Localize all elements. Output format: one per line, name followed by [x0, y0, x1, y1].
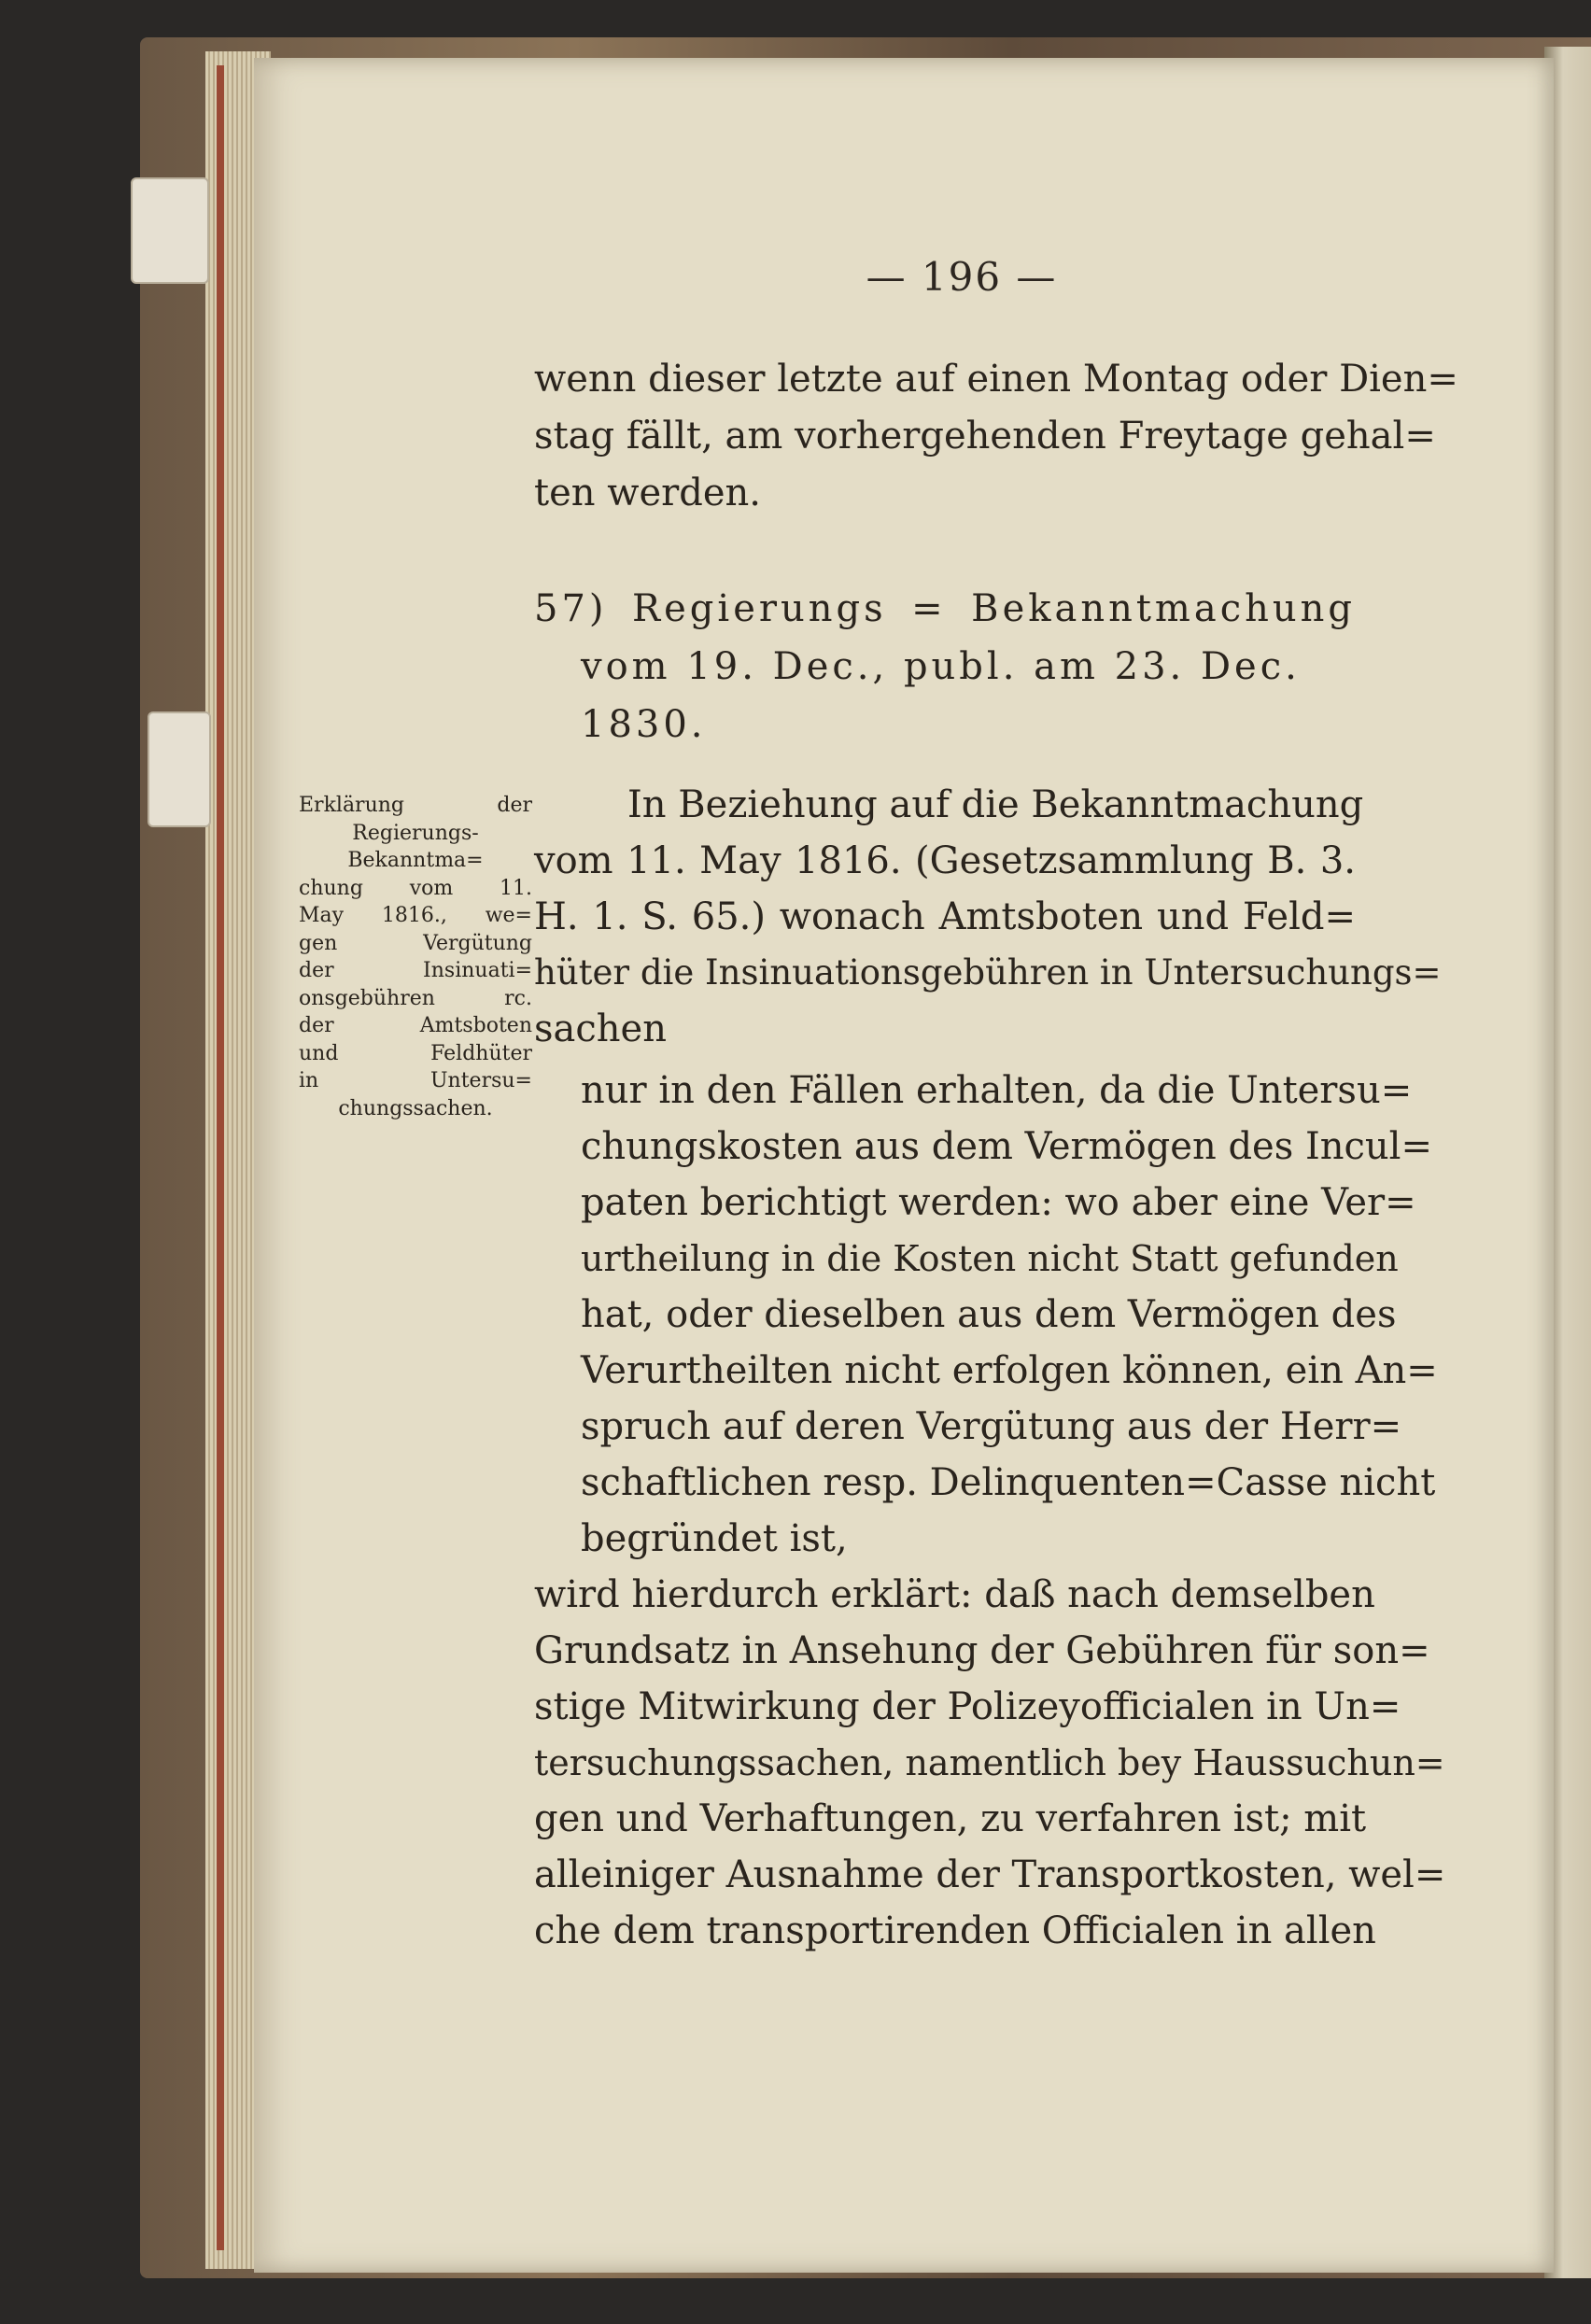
margin-note-line: onsgebühren rc. — [299, 986, 532, 1010]
margin-note-line: Bekanntma= — [347, 849, 484, 872]
text-line: hat, oder dieselben aus dem Vermögen des — [581, 1293, 1397, 1336]
text-line: spruch auf deren Vergütung aus der Herr= — [581, 1405, 1402, 1448]
text-line: alleiniger Ausnahme der Transportkosten, wel= — [534, 1853, 1446, 1896]
text-line: che dem transportirenden Officialen in allen — [534, 1909, 1376, 1952]
margin-note — [299, 792, 532, 1122]
text-line: ten werden. — [534, 472, 762, 514]
page-number: — 196 — — [866, 254, 1058, 300]
text-line: wenn dieser letzte auf einen Montag oder Dien= — [534, 358, 1458, 401]
margin-note-line: Erklärung der — [299, 794, 532, 817]
text-line: H. 1. S. 65.) wonach Amtsboten und Feld= — [534, 895, 1356, 938]
text-line: nur in den Fällen erhalten, da die Untersu= — [581, 1069, 1413, 1112]
text-line: gen und Verhaftungen, zu verfahren ist; mit — [534, 1797, 1367, 1840]
paper-tab-upper — [131, 177, 209, 284]
margin-note-line: der Insinuati= — [299, 959, 532, 982]
text-line: urtheilung in die Kosten nicht Statt gefunden — [581, 1238, 1399, 1279]
section-title: vom 19. Dec., publ. am 23. Dec. — [581, 645, 1301, 688]
margin-note-line: Regierungs- — [352, 821, 479, 845]
text-line: sachen — [534, 1007, 667, 1050]
text-line: Grundsatz in Ansehung der Gebühren für son= — [534, 1629, 1430, 1672]
text-line: Verurtheilten nicht erfolgen können, ein An= — [581, 1349, 1438, 1392]
margin-note-line: chung vom 11. — [299, 876, 532, 900]
text-line: paten berichtigt werden: wo aber eine Ver= — [581, 1181, 1416, 1224]
text-line: chungskosten aus dem Vermögen des Incul= — [581, 1125, 1432, 1168]
text-line: In Beziehung auf die Bekanntmachung — [627, 783, 1364, 826]
margin-note-line: der Amtsboten — [299, 1014, 532, 1037]
text-line: hüter die Insinuationsgebühren in Untersuchungs= — [534, 952, 1442, 993]
margin-note-line: in Untersu= — [299, 1069, 532, 1092]
margin-note-line: chungssachen. — [338, 1096, 493, 1120]
text-line: vom 11. May 1816. (Gesetzsammlung B. 3. — [534, 839, 1356, 882]
paper-tab-lower — [148, 711, 211, 827]
red-edge — [217, 65, 224, 2250]
section-title: 57) Regierungs = Bekanntmachung — [534, 587, 1356, 630]
margin-note-line: May 1816., we= — [299, 904, 532, 927]
text-line: wird hierdurch erklärt: daß nach demselben — [534, 1573, 1375, 1616]
text-line: schaftlichen resp. Delinquenten=Casse nicht — [581, 1461, 1436, 1504]
text-line: stige Mitwirkung der Polizeyofficialen in Un= — [534, 1685, 1401, 1728]
margin-note-line: und Feldhüter — [299, 1041, 532, 1065]
text-line: stag fällt, am vorhergehenden Freytage gehal= — [534, 415, 1436, 458]
section-title: 1830. — [581, 703, 707, 746]
text-line: begründet ist, — [581, 1517, 848, 1560]
text-line: tersuchungssachen, namentlich bey Haussuchun= — [534, 1742, 1445, 1783]
margin-note-line: gen Vergütung — [299, 931, 532, 955]
